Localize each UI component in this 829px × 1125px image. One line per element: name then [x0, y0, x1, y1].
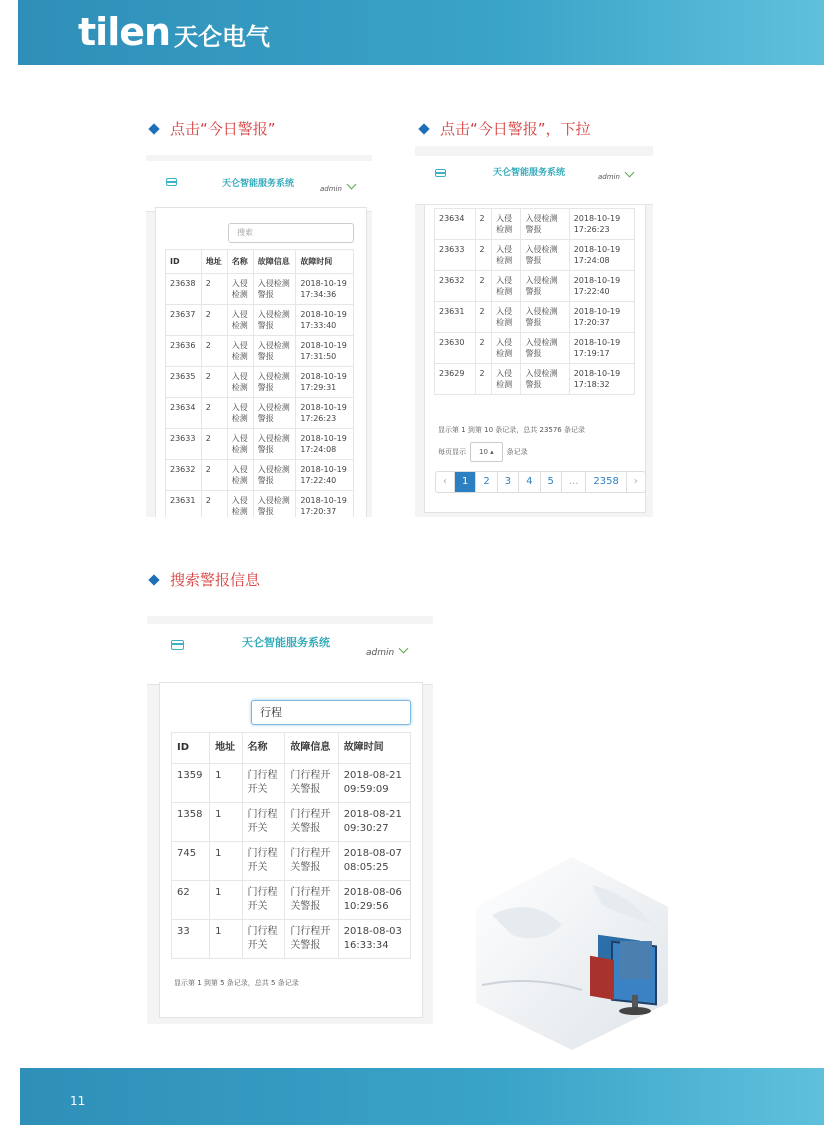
table-cell: 62 [172, 881, 210, 920]
table-row[interactable] [166, 491, 354, 518]
table-cell: 23630 [435, 333, 476, 364]
chevron-down-icon [624, 168, 634, 178]
user-menu[interactable]: admin [598, 172, 633, 181]
search-input[interactable]: 搜索 [228, 223, 354, 243]
section-title-3: 搜索警报信息 [150, 569, 260, 590]
section-title-1: 点击“今日警报” [150, 118, 276, 139]
table-cell: 1359 [172, 764, 210, 803]
table-cell: 23631 [166, 491, 202, 518]
table-cell: 门行程开 关警报 [285, 764, 338, 803]
table-cell: 2 [475, 209, 492, 240]
table-cell: 2018-10-19 17:33:40 [296, 305, 354, 336]
table-cell: 入侵 检测 [492, 333, 521, 364]
record-summary: 显示第 1 到第 5 条记录，总共 5 条记录 [174, 979, 299, 987]
table-cell: 1358 [172, 803, 210, 842]
page-size-control: 每页显示 10 ▴ 条记录 [438, 442, 528, 462]
table-cell: 门行程 开关 [242, 881, 285, 920]
column-header: 故障信息 [285, 733, 338, 764]
table-cell: 23634 [435, 209, 476, 240]
table-cell: 2018-10-19 17:24:08 [569, 240, 634, 271]
table-cell: 23636 [166, 336, 202, 367]
table-cell: 入侵 检测 [492, 364, 521, 395]
table-cell: 入侵检测 警报 [521, 240, 569, 271]
table-row[interactable] [435, 364, 635, 395]
table-row[interactable] [166, 274, 354, 305]
table-cell: 门行程 开关 [242, 920, 285, 959]
app-title: 天仑智能服务系统 [222, 179, 295, 189]
brand-logo [78, 10, 270, 54]
chevron-down-icon [346, 180, 356, 190]
table-cell: 2018-08-06 10:29:56 [338, 881, 410, 920]
table-cell: 门行程开 关警报 [285, 920, 338, 959]
table-cell: 1 [210, 842, 242, 881]
table-cell: 入侵 检测 [492, 271, 521, 302]
table-cell: 2018-10-19 17:24:08 [296, 429, 354, 460]
table-cell: 入侵检测 警报 [521, 209, 569, 240]
diamond-bullet-icon [418, 123, 429, 134]
table-cell: 2018-10-19 17:22:40 [569, 271, 634, 302]
table-row[interactable] [166, 336, 354, 367]
user-menu[interactable]: admin [320, 184, 355, 193]
logo-cn: 天仑电气 [174, 23, 271, 51]
table-cell: 2018-10-19 17:26:23 [569, 209, 634, 240]
table-cell: 2 [201, 336, 227, 367]
search-results-table [171, 732, 411, 959]
table-row[interactable] [435, 209, 635, 240]
table-cell: 2 [201, 491, 227, 518]
menu-icon[interactable] [435, 169, 446, 177]
table-cell: 2018-08-03 16:33:34 [338, 920, 410, 959]
table-cell: 入侵检测 警报 [253, 336, 296, 367]
app-bar [147, 624, 433, 685]
table-cell: 2 [201, 367, 227, 398]
column-header: 地址 [210, 733, 242, 764]
table-cell: 入侵 检测 [227, 429, 253, 460]
table-cell: 745 [172, 842, 210, 881]
table-row[interactable] [166, 305, 354, 336]
app-bar [415, 156, 653, 205]
app-title: 天仑智能服务系统 [242, 636, 330, 649]
table-cell: 入侵 检测 [227, 460, 253, 491]
table-cell: 2018-08-21 09:30:27 [338, 803, 410, 842]
diamond-bullet-icon [148, 123, 159, 134]
table-cell: 1 [210, 764, 242, 803]
page-button[interactable]: › [633, 476, 638, 487]
table-cell: 2018-10-19 17:20:37 [569, 302, 634, 333]
table-cell: 33 [172, 920, 210, 959]
page-button[interactable]: 5 [541, 472, 562, 492]
page-button[interactable]: ... [562, 472, 587, 492]
page-size-select[interactable]: 10 ▴ [470, 442, 503, 462]
table-header-row [172, 733, 411, 764]
user-menu[interactable]: admin [366, 648, 407, 658]
table-cell: 23635 [166, 367, 202, 398]
table-cell: 入侵 检测 [492, 240, 521, 271]
column-header: ID [172, 733, 210, 764]
table-cell: 2 [475, 302, 492, 333]
table-cell: 入侵检测 警报 [521, 364, 569, 395]
table-cell: 入侵 检测 [227, 367, 253, 398]
table-cell: 2 [475, 271, 492, 302]
table-cell: 2018-10-19 17:19:17 [569, 333, 634, 364]
column-header: 故障信息 [253, 250, 296, 274]
table-cell: 门行程开 关警报 [285, 881, 338, 920]
table-row[interactable] [172, 764, 411, 803]
table-cell: 入侵检测 警报 [253, 305, 296, 336]
menu-icon[interactable] [171, 640, 184, 650]
menu-icon[interactable] [166, 178, 177, 186]
page-header [18, 0, 824, 65]
table-row[interactable] [166, 367, 354, 398]
table-cell: 入侵检测 警报 [521, 333, 569, 364]
table-cell: 入侵检测 警报 [253, 398, 296, 429]
record-summary: 显示第 1 到第 10 条记录，总共 23576 条记录 [438, 426, 585, 434]
table-cell: 门行程开 关警报 [285, 803, 338, 842]
search-input[interactable]: 行程 [251, 700, 411, 725]
table-header-row [166, 250, 354, 274]
column-header: ID [166, 250, 202, 274]
table-cell: 入侵检测 警报 [253, 367, 296, 398]
table-cell: 23633 [435, 240, 476, 271]
table-row[interactable] [435, 240, 635, 271]
page-button[interactable]: 1 [455, 472, 476, 492]
table-cell: 入侵检测 警报 [521, 302, 569, 333]
column-header: 名称 [227, 250, 253, 274]
table-cell: 23633 [166, 429, 202, 460]
table-cell: 23632 [166, 460, 202, 491]
table-cell: 门行程 开关 [242, 842, 285, 881]
page-number: 11 [70, 1094, 86, 1108]
logo-latin: tilen [78, 10, 171, 54]
table-cell: 门行程 开关 [242, 764, 285, 803]
table-cell: 2 [201, 398, 227, 429]
table-cell: 1 [210, 881, 242, 920]
table-cell: 入侵 检测 [227, 336, 253, 367]
table-row[interactable] [166, 429, 354, 460]
page-button[interactable]: ‹ [436, 472, 455, 492]
table-cell: 门行程开 关警报 [285, 842, 338, 881]
table-cell: 2018-10-19 17:22:40 [296, 460, 354, 491]
table-cell: 2018-10-19 17:20:37 [296, 491, 354, 518]
column-header: 故障时间 [338, 733, 410, 764]
page-footer [20, 1068, 824, 1125]
table-cell: 2018-10-19 17:34:36 [296, 274, 354, 305]
table-row[interactable] [172, 920, 411, 959]
table-cell: 2018-08-07 08:05:25 [338, 842, 410, 881]
table-cell: 门行程 开关 [242, 803, 285, 842]
table-cell: 2 [201, 305, 227, 336]
table-row[interactable] [166, 460, 354, 491]
table-cell: 入侵 检测 [227, 491, 253, 518]
table-cell: 入侵 检测 [227, 274, 253, 305]
chevron-down-icon [399, 644, 409, 654]
alarm-table [434, 208, 635, 395]
diamond-bullet-icon [148, 574, 159, 585]
table-cell: 2 [475, 364, 492, 395]
table-cell: 入侵检测 警报 [253, 429, 296, 460]
table-row[interactable] [172, 803, 411, 842]
table-cell: 2018-10-19 17:31:50 [296, 336, 354, 367]
table-cell: 23629 [435, 364, 476, 395]
table-cell: 2018-10-19 17:26:23 [296, 398, 354, 429]
pagination [435, 471, 646, 493]
table-cell: 23631 [435, 302, 476, 333]
alarm-table [165, 249, 354, 517]
screenshot-scrolled-alarms [415, 146, 653, 517]
table-cell: 1 [210, 803, 242, 842]
table-cell: 2 [201, 429, 227, 460]
column-header: 故障时间 [296, 250, 354, 274]
table-cell: 入侵 检测 [227, 305, 253, 336]
table-row[interactable] [172, 842, 411, 881]
page-button[interactable]: 2358 [586, 472, 626, 492]
table-cell: 入侵检测 警报 [253, 274, 296, 305]
table-cell: 2018-10-19 17:29:31 [296, 367, 354, 398]
table-row[interactable] [166, 398, 354, 429]
table-row[interactable] [435, 271, 635, 302]
table-cell: 2 [475, 333, 492, 364]
table-cell: 1 [210, 920, 242, 959]
page-button[interactable]: 4 [519, 472, 540, 492]
table-row[interactable] [435, 333, 635, 364]
table-cell: 2018-10-19 17:18:32 [569, 364, 634, 395]
column-header: 地址 [201, 250, 227, 274]
table-cell: 入侵 检测 [227, 398, 253, 429]
section-title-2: 点击“今日警报”，下拉 [420, 118, 591, 139]
table-cell: 23637 [166, 305, 202, 336]
table-cell: 23632 [435, 271, 476, 302]
app-bar [146, 161, 372, 212]
table-cell: 入侵 检测 [492, 302, 521, 333]
table-row[interactable] [172, 881, 411, 920]
table-cell: 2 [475, 240, 492, 271]
table-cell: 2 [201, 460, 227, 491]
screenshot-today-alarms [146, 155, 372, 517]
table-cell: 入侵检测 警报 [253, 491, 296, 518]
table-cell: 2 [201, 274, 227, 305]
table-row[interactable] [435, 302, 635, 333]
page-button[interactable]: 2 [476, 472, 497, 492]
app-title: 天仑智能服务系统 [493, 168, 566, 178]
table-cell: 入侵 检测 [492, 209, 521, 240]
table-cell: 23634 [166, 398, 202, 429]
column-header: 名称 [242, 733, 285, 764]
table-cell: 23638 [166, 274, 202, 305]
monitors-illustration [472, 855, 672, 1050]
table-cell: 2018-08-21 09:59:09 [338, 764, 410, 803]
table-cell: 入侵检测 警报 [253, 460, 296, 491]
page-button[interactable]: 3 [498, 472, 519, 492]
table-cell: 入侵检测 警报 [521, 271, 569, 302]
screenshot-search-results [147, 616, 433, 1024]
